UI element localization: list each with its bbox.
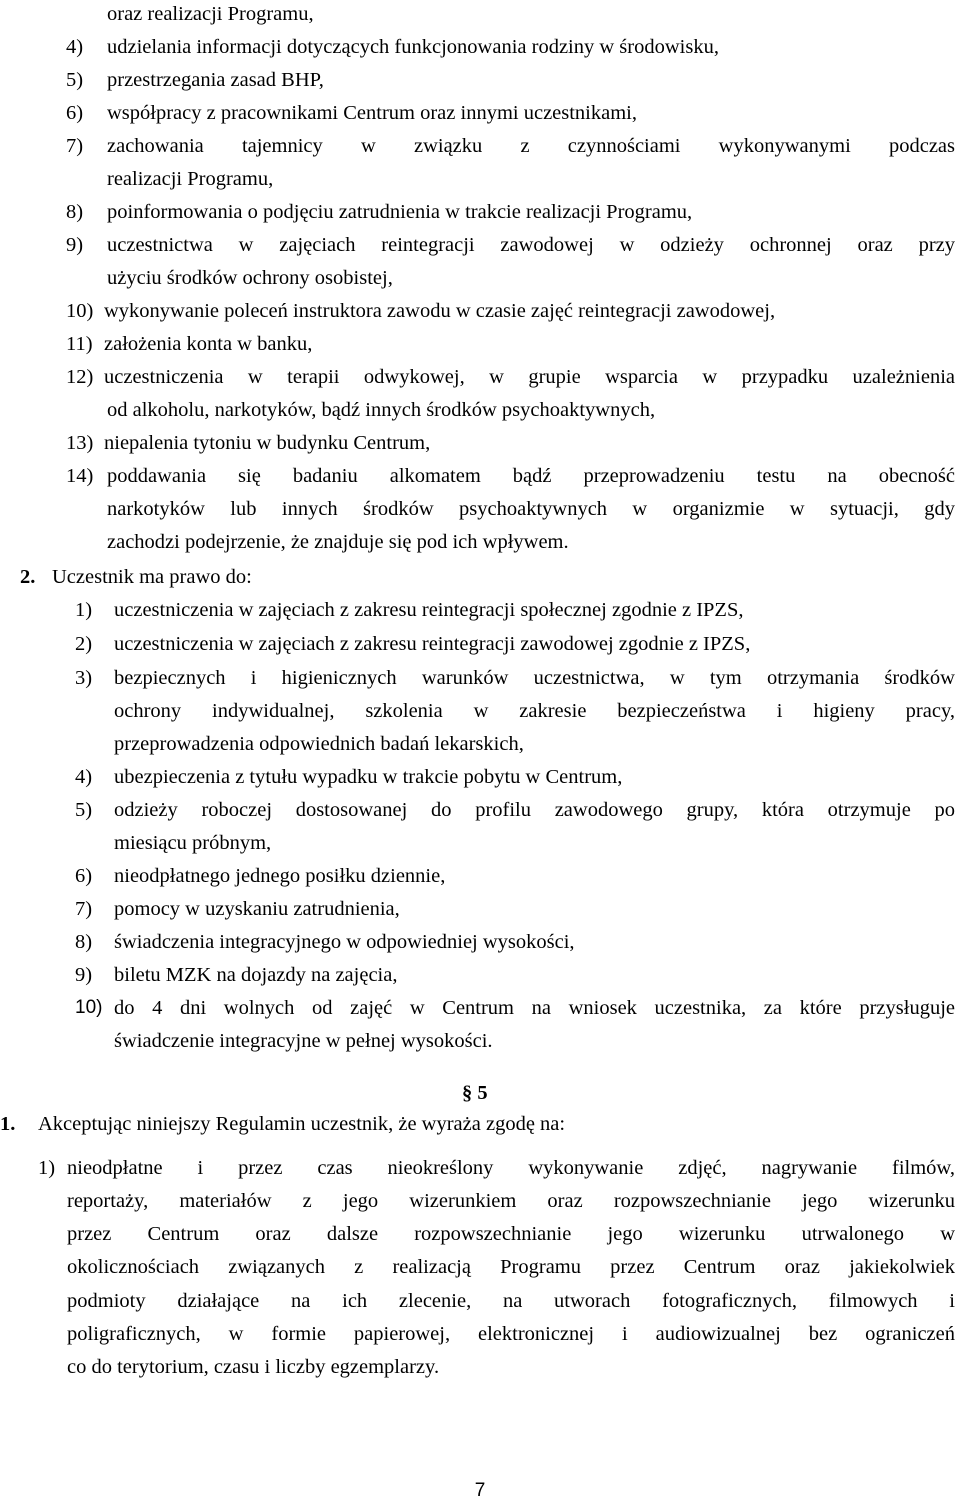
list-item-number: 7) (75, 898, 93, 920)
list-item-text: od alkoholu, narkotyków, bądź innych środków psychoaktywnych, (107, 399, 656, 421)
list-item-number: 2) (75, 633, 93, 655)
list-item-number: 3) (75, 667, 93, 689)
list-item-text: ubezpieczenia z tytułu wypadku w trakcie pobytu w Centrum, (114, 766, 623, 788)
list-item-text: narkotyków lub innych środków psychoaktywnych w organizmie w sytuacji, gdy (107, 498, 955, 520)
list-item-text: udzielania informacji dotyczących funkcjonowania rodziny w środowisku, (107, 36, 719, 58)
list-item-text: przeprowadzenia odpowiednich badań lekarskich, (114, 733, 524, 755)
list-item-number: 5) (66, 69, 84, 91)
section-heading: § 5 (462, 1082, 488, 1104)
list-item-text: przestrzegania zasad BHP, (107, 69, 324, 91)
list-item-text: uczestnictwa w zajęciach reintegracji zawodowej w odzieży ochronnej oraz przy (107, 234, 955, 256)
list-item-text: poddawania się badaniu alkomatem bądź przeprowadzeniu testu na obecność (107, 465, 955, 487)
list-item-number: 8) (75, 931, 93, 953)
list-item-number: 12) (66, 366, 94, 388)
list-item-text: wykonywanie poleceń instruktora zawodu w czasie zajęć reintegracji zawodowej, (104, 300, 776, 322)
point-number: 2. (20, 566, 36, 588)
list-item-text: nieodpłatnego jednego posiłku dziennie, (114, 865, 446, 887)
list-item-text: współpracy z pracownikami Centrum oraz innymi uczestnikami, (107, 102, 637, 124)
list-item-text: założenia konta w banku, (104, 333, 313, 355)
list-item-text: uczestniczenia w zajęciach z zakresu reintegracji zawodowej zgodnie z IPZS, (114, 633, 751, 655)
list-item-number: 5) (75, 799, 93, 821)
list-item-text: świadczenia integracyjnego w odpowiedniej wysokości, (114, 931, 575, 953)
list-item-number: 10) (66, 300, 94, 322)
list-item-number: 4) (66, 36, 84, 58)
list-item-text: oraz realizacji Programu, (107, 3, 314, 25)
list-item-number: 8) (66, 201, 84, 223)
list-item-number: 6) (75, 865, 93, 887)
list-item-number: 1) (38, 1157, 56, 1179)
list-item-text: ochrony indywidualnej, szkolenia w zakresie bezpieczeństwa i higieny pracy, (114, 700, 955, 722)
list-item-text: reportaży, materiałów z jego wizerunkiem oraz rozpowszechnianie jego wizerunku (67, 1190, 955, 1212)
list-item-number: 9) (66, 234, 84, 256)
list-item-number: 4) (75, 766, 93, 788)
list-item-text: zachowania tajemnicy w związku z czynnościami wykonywanymi podczas (107, 135, 955, 157)
list-item-number: 10) (75, 997, 103, 1018)
list-item-text: przez Centrum oraz dalsze rozpowszechnianie jego wizerunku utrwalonego w (67, 1223, 955, 1245)
list-item-number: 7) (66, 135, 84, 157)
list-item-text: do 4 dni wolnych od zajęć w Centrum na wniosek uczestnika, za które przysługuje (114, 997, 955, 1019)
list-item-text: miesiącu próbnym, (114, 832, 272, 854)
list-item-number: 13) (66, 432, 94, 454)
list-item-text: podmioty działające na ich zlecenie, na utworach fotograficznych, filmowych i (67, 1290, 955, 1312)
list-item-text: odzieży roboczej dostosowanej do profilu zawodowego grupy, która otrzymuje po (114, 799, 955, 821)
list-item-text: bezpiecznych i higienicznych warunków uczestnictwa, w tym otrzymania środków (114, 667, 955, 689)
list-item-text: co do terytorium, czasu i liczby egzemplarzy. (67, 1356, 440, 1378)
list-item-number: 9) (75, 964, 93, 986)
list-item-text: użyciu środków ochrony osobistej, (107, 267, 393, 289)
list-item-text: realizacji Programu, (107, 168, 274, 190)
list-item-text: uczestniczenia w terapii odwykowej, w grupie wsparcia w przypadku uzależnienia (104, 366, 955, 388)
list-item-number: 1) (75, 599, 93, 621)
list-item-text: świadczenie integracyjne w pełnej wysokości. (114, 1030, 493, 1052)
list-item-number: 14) (66, 465, 94, 487)
list-item-text: pomocy w uzyskaniu zatrudnienia, (114, 898, 400, 920)
page-number: 7 (474, 1480, 486, 1501)
list-item-text: okolicznościach związanych z realizacją Programu przez Centrum oraz jakiekolwiek (67, 1256, 955, 1278)
list-item-number: 11) (66, 333, 93, 355)
list-item-text: poinformowania o podjęciu zatrudnienia w trakcie realizacji Programu, (107, 201, 693, 223)
list-item-number: 6) (66, 102, 84, 124)
list-item-text: poligraficznych, w formie papierowej, elektronicznej i audiowizualnej bez ograniczeń (67, 1323, 955, 1345)
point-heading-text: Uczestnik ma prawo do: (52, 566, 252, 588)
list-item-text: biletu MZK na dojazdy na zajęcia, (114, 964, 398, 986)
point-number: 1. (0, 1113, 16, 1135)
list-item-text: uczestniczenia w zajęciach z zakresu reintegracji społecznej zgodnie z IPZS, (114, 599, 744, 621)
list-item-text: niepalenia tytoniu w budynku Centrum, (104, 432, 431, 454)
point-heading-text: Akceptując niniejszy Regulamin uczestnik, że wyraża zgodę na: (38, 1113, 566, 1135)
list-item-text: nieodpłatne i przez czas nieokreślony wykonywanie zdjęć, nagrywanie filmów, (67, 1157, 955, 1179)
list-item-text: zachodzi podejrzenie, że znajduje się pod ich wpływem. (107, 531, 569, 553)
